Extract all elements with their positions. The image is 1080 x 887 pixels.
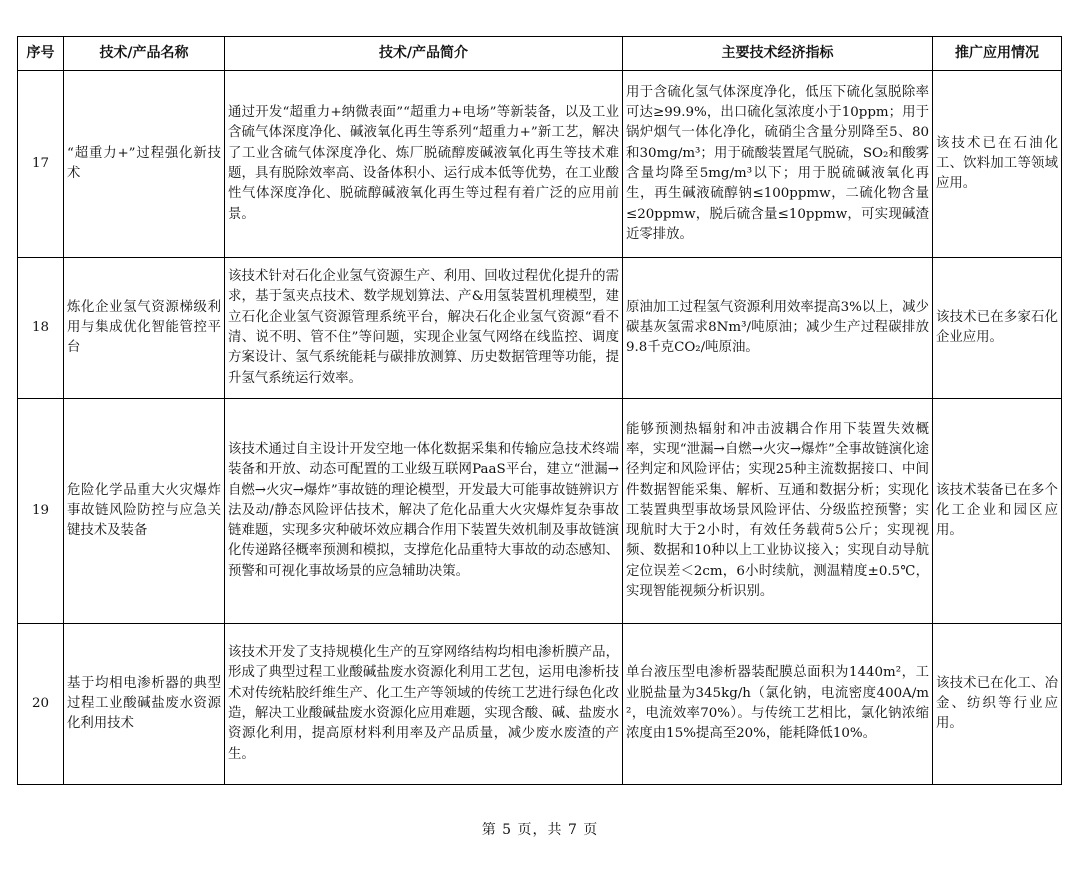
row-name: 基于均相电渗析器的典型过程工业酸碱盐废水资源化利用技术 bbox=[64, 624, 225, 785]
row-indicators: 能够预测热辐射和冲击波耦合作用下装置失效概率，实现“泄漏→自燃→火灾→爆炸”全事故链演化途径判定和风险评估；实现25种主流数据接口、中间件数据智能采集、解析、互通和数据分析；实现化工装置典型事故场景风险评估、分级监控预警；实现航时大于2小时，有效任务载荷5公斤；实现视频、数据和10种以上工业协议接入；实现自动导航定位误差＜2cm，6小时续航，测温精度±0.5℃，实现智能视频分析识别。 bbox=[623, 399, 933, 624]
page-footer: 第 5 页，共 7 页 bbox=[481, 822, 599, 838]
table-row bbox=[18, 399, 1062, 624]
row-indicators: 用于含硫化氢气体深度净化，低压下硫化氢脱除率可达≥99.9%，出口硫化氢浓度小于10ppm；用于锅炉烟气一体化净化，硫硝尘含量分别降至5、80和30mg/m³；用于硫酸装置尾气脱硫，SO₂和酸雾含量均降至5mg/m³以下；用于脱硫碱液氧化再生，再生碱液硫醇钠≤100ppmw，二硫化物含量≤20ppmw，脱后硫含量≤10ppmw，可实现碱渣近零排放。 bbox=[623, 71, 933, 258]
table-row bbox=[18, 258, 1062, 399]
row-intro: 该技术开发了支持规模化生产的互穿网络结构均相电渗析膜产品，形成了典型过程工业酸碱盐废水资源化利用工艺包，运用电渗析技术对传统粘胶纤维生产、化工生产等领域的传统工艺进行绿色化改造，解决工业酸碱盐废水资源化应用难题，实现含酸、碱、盐废水资源化利用，提高原材料利用率及产品质量，减少废水废渣的产生。 bbox=[225, 624, 623, 785]
header-application: 推广应用情况 bbox=[933, 37, 1062, 71]
row-application: 该技术已在多家石化企业应用。 bbox=[933, 258, 1062, 399]
row-intro: 该技术针对石化企业氢气资源生产、利用、回收过程优化提升的需求，基于氢夹点技术、数学规划算法、产&用氢装置机理模型，建立石化企业氢气资源管理系统平台，解决石化企业氢气资源“看不清、说不明、管不住”等问题，实现企业氢气网络在线监控、调度方案设计、氢气系统能耗与碳排放测算、历史数据管理等功能，提升氢气系统运行效率。 bbox=[225, 258, 623, 399]
header-name: 技术/产品名称 bbox=[64, 37, 225, 71]
header-intro: 技术/产品简介 bbox=[225, 37, 623, 71]
row-name: “超重力+”过程强化新技术 bbox=[64, 71, 225, 258]
row-indicators: 单台液压型电渗析器装配膜总面积为1440m²，工业脱盐量为345kg/h（氯化钠，电流密度400A/m²，电流效率70%）。与传统工艺相比，氯化钠浓缩浓度由15%提高至20%，能耗降低10%。 bbox=[623, 624, 933, 785]
row-seq: 18 bbox=[18, 258, 64, 399]
table-header-row bbox=[18, 37, 1062, 71]
table-row bbox=[18, 624, 1062, 785]
table-row bbox=[18, 71, 1062, 258]
row-application: 该技术装备已在多个化工企业和园区应用。 bbox=[933, 399, 1062, 624]
tech-table bbox=[17, 36, 1062, 785]
header-seq: 序号 bbox=[18, 37, 64, 71]
row-seq: 19 bbox=[18, 399, 64, 624]
row-intro: 该技术通过自主设计开发空地一体化数据采集和传输应急技术终端装备和开放、动态可配置的工业级互联网PaaS平台，建立“泄漏→自燃→火灾→爆炸”事故链的理论模型，开发最大可能事故链辨识方法及动/静态风险评估技术，解决了危化品重大火灾爆炸复杂事故链难题，实现多灾种破坏效应耦合作用下装置失效机制及事故链演化传递路径概率预测和模拟，支撑危化品重特大事故的动态感知、预警和可视化事故场景的应急辅助决策。 bbox=[225, 399, 623, 624]
row-intro: 通过开发“超重力+纳微表面”“超重力+电场”等新装备，以及工业含硫气体深度净化、碱液氧化再生等系列“超重力+”新工艺，解决了工业含硫气体深度净化、炼厂脱硫醇废碱液氧化再生等技术难题，具有脱除效率高、设备体积小、运行成本低等优势，在工业酸性气体深度净化、脱硫醇碱液氧化再生等过程有着广泛的应用前景。 bbox=[225, 71, 623, 258]
row-name: 危险化学品重大火灾爆炸事故链风险防控与应急关键技术及装备 bbox=[64, 399, 225, 624]
row-name: 炼化企业氢气资源梯级利用与集成优化智能管控平台 bbox=[64, 258, 225, 399]
row-application: 该技术已在化工、冶金、纺织等行业应用。 bbox=[933, 624, 1062, 785]
row-seq: 20 bbox=[18, 624, 64, 785]
row-seq: 17 bbox=[18, 71, 64, 258]
row-indicators: 原油加工过程氢气资源利用效率提高3%以上，减少碳基灰氢需求8Nm³/吨原油；减少生产过程碳排放9.8千克CO₂/吨原油。 bbox=[623, 258, 933, 399]
row-application: 该技术已在石油化工、饮料加工等领域应用。 bbox=[933, 71, 1062, 258]
header-indicators: 主要技术经济指标 bbox=[623, 37, 933, 71]
